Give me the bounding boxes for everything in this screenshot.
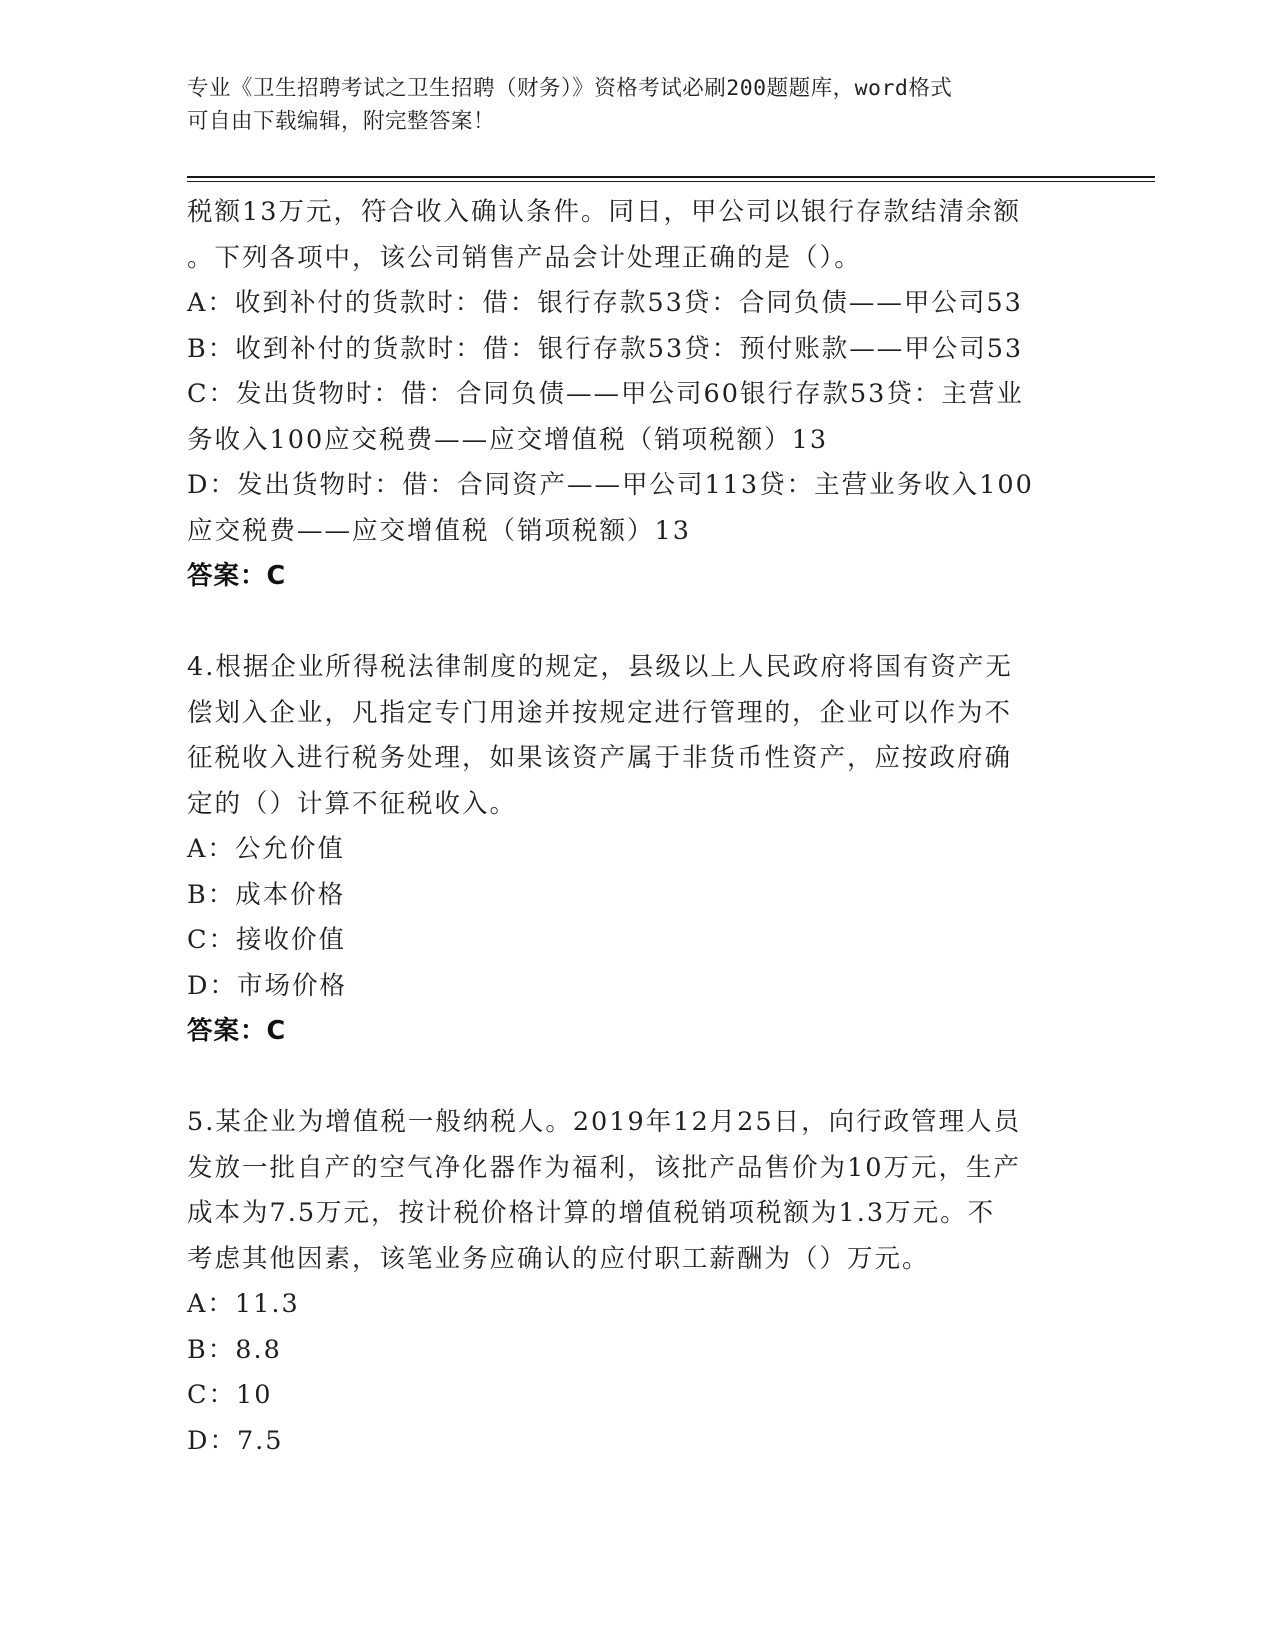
header-divider-thick xyxy=(187,176,1155,178)
header-title-line-2: 可自由下载编辑，附完整答案！ xyxy=(187,109,496,134)
question-stem-line: 5.某企业为增值税一般纳税人。2019年12月25日，向行政管理人员 xyxy=(187,1107,1022,1137)
question-3 xyxy=(187,190,1087,600)
question-stem-line: 定的（）计算不征税收入。 xyxy=(187,788,518,819)
option-b: B：成本价格 xyxy=(187,879,346,910)
option-b: B：收到补付的货款时：借：银行存款53贷：预付账款——甲公司53 xyxy=(187,333,1024,364)
option-c: C：接收价值 xyxy=(187,925,347,955)
option-c: C：10 xyxy=(187,1380,273,1410)
page-header xyxy=(187,72,1087,138)
option-a: A：11.3 xyxy=(187,1289,300,1319)
question-stem-line: 考虑其他因素，该笔业务应确认的应付职工薪酬为（）万元。 xyxy=(187,1243,930,1274)
option-d: D：7.5 xyxy=(187,1425,284,1456)
option-a: A：公允价值 xyxy=(187,834,345,864)
option-d: D：市场价格 xyxy=(187,970,347,1001)
spacer xyxy=(187,1055,1087,1101)
spacer xyxy=(187,600,1087,646)
option-d-line-1: D：发出货物时：借：合同资产——甲公司113贷：主营业务收入100 xyxy=(187,470,1034,500)
question-stem-line: 4.根据企业所得税法律制度的规定，县级以上人民政府将国有资产无 xyxy=(187,652,1013,682)
document-body xyxy=(187,190,1087,1464)
header-title-line-1: 专业《卫生招聘考试之卫生招聘（财务）》资格考试必刷200题题库，word格式 xyxy=(187,76,953,101)
question-stem-line: 成本为7.5万元，按计税价格计算的增值税销项税额为1.3万元。不 xyxy=(187,1198,996,1228)
option-a: A：收到补付的货款时：借：银行存款53贷：合同负债——甲公司53 xyxy=(187,288,1023,318)
answer: 答案：C xyxy=(187,1016,287,1046)
question-stem-line: 偿划入企业，凡指定专门用途并按规定进行管理的，企业可以作为不 xyxy=(187,697,1013,728)
answer: 答案：C xyxy=(187,561,287,591)
question-stem-line: 。下列各项中，该公司销售产品会计处理正确的是（）。 xyxy=(187,242,862,273)
header-divider xyxy=(187,176,1155,183)
header-divider-thin xyxy=(187,181,1155,182)
option-d-line-2: 应交税费——应交增值税（销项税额）13 xyxy=(187,515,691,546)
question-5 xyxy=(187,1100,1087,1464)
question-stem-line: 征税收入进行税务处理，如果该资产属于非货币性资产，应按政府确 xyxy=(187,743,1013,773)
question-stem-line: 税额13万元，符合收入确认条件。同日，甲公司以银行存款结清余额 xyxy=(187,197,1021,227)
option-c-line-1: C：发出货物时：借：合同负债——甲公司60银行存款53贷：主营业 xyxy=(187,379,1024,409)
option-c-line-2: 务收入100应交税费——应交增值税（销项税额）13 xyxy=(187,424,829,455)
question-stem-line: 发放一批自产的空气净化器作为福利，该批产品售价为10万元，生产 xyxy=(187,1152,1021,1183)
option-b: B：8.8 xyxy=(187,1334,282,1365)
question-4 xyxy=(187,645,1087,1055)
